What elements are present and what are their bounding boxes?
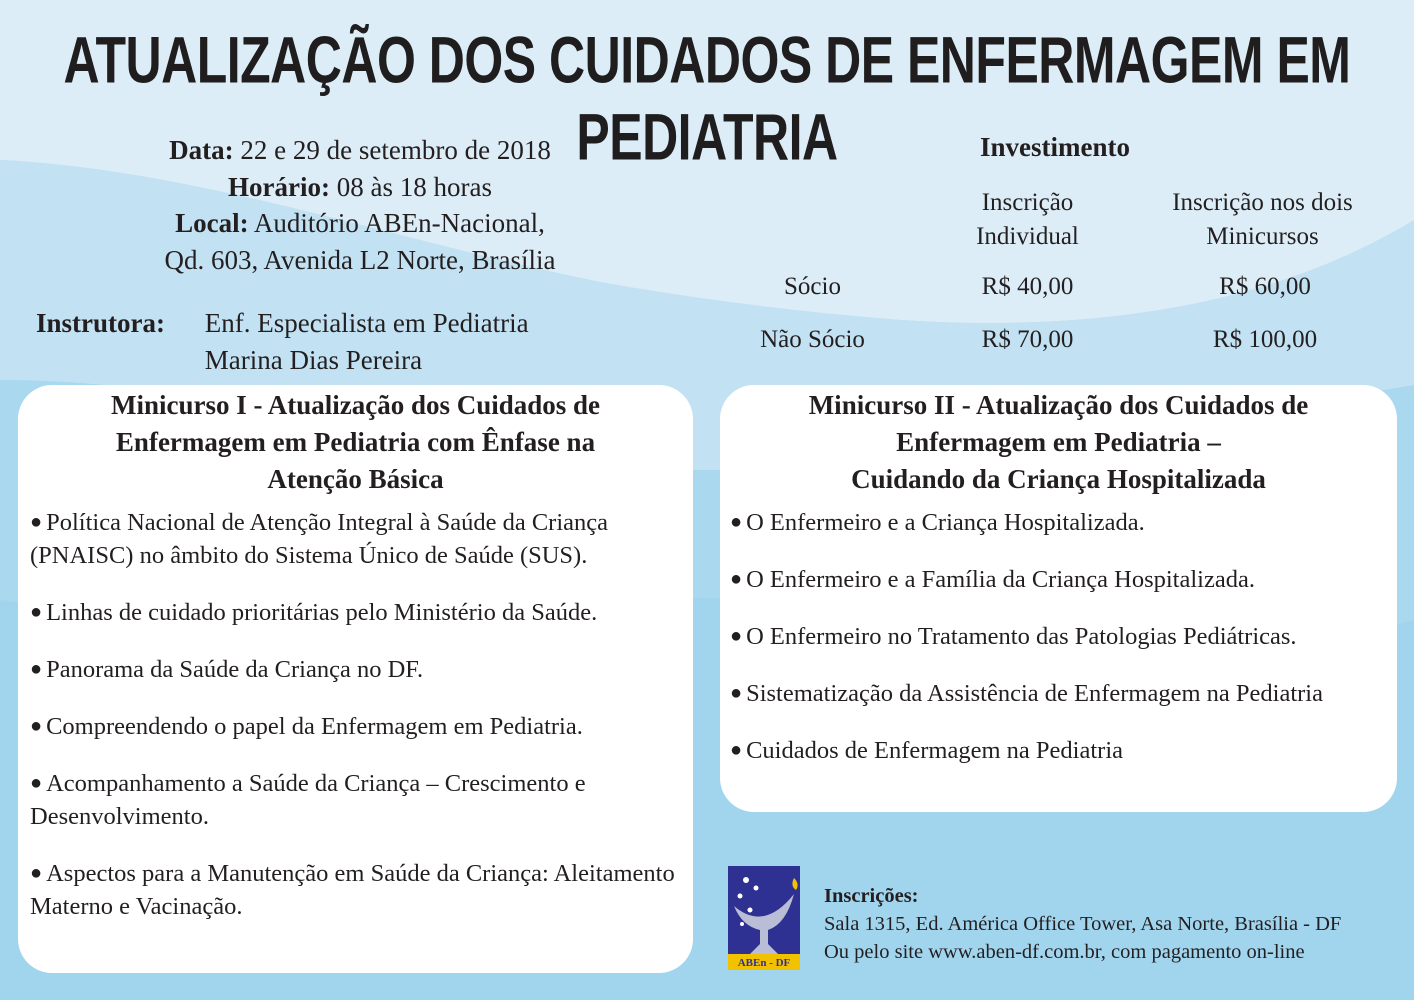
list-item: ● O Enfermeiro e a Criança Hospitalizada. <box>730 509 1145 536</box>
bullet-icon: ● <box>730 682 743 704</box>
investment-col-both: Inscrição nos dois Minicursos <box>1172 189 1353 250</box>
event-date: Data: 22 e 29 de setembro de 2018 <box>169 135 551 165</box>
list-item: ● Aspectos para a Manutenção em Saúde da Criança: Aleitamento Materno e Vacinação. <box>30 860 675 920</box>
logo-text: ABEn - DF <box>737 957 791 969</box>
list-item: ● Acompanhamento a Saúde da Criança – Crescimento e Desenvolvimento. <box>30 770 586 830</box>
star-icon <box>740 922 744 926</box>
investment-price: R$ 100,00 <box>1212 326 1318 353</box>
investment-row-label: Sócio <box>784 273 841 300</box>
star-icon <box>743 877 749 883</box>
list-item: ● Sistematização da Assistência de Enfermagem na Pediatria <box>730 680 1323 707</box>
minicurso-1-card <box>18 385 693 973</box>
star-icon <box>754 886 759 891</box>
registration-website[interactable]: Ou pelo site www.aben-df.com.br, com pagamento on-line <box>824 941 1305 963</box>
minicurso-1-title: Minicurso I - Atualização dos Cuidados de Enfermagem em Pediatria com Ênfase na Atenção Básica <box>110 390 601 494</box>
investment-price: R$ 40,00 <box>981 273 1074 300</box>
investment-title: Investimento <box>980 132 1130 162</box>
minicurso-2-card <box>720 385 1397 812</box>
minicurso-2-title: Minicurso II - Atualização dos Cuidados de Enfermagem em Pediatria – Cuidando da Criança Hospitalizada <box>808 390 1309 494</box>
bullet-icon: ● <box>730 625 743 647</box>
aben-df-logo <box>728 866 800 970</box>
bullet-icon: ● <box>730 511 743 533</box>
list-item: ● Panorama da Saúde da Criança no DF. <box>30 656 424 683</box>
investment-row-label: Não Sócio <box>760 326 865 353</box>
bullet-icon: ● <box>730 568 743 590</box>
event-address: Qd. 603, Avenida L2 Norte, Brasília <box>164 244 556 275</box>
registration-info <box>824 882 1341 966</box>
list-item: ● Política Nacional de Atenção Integral à Saúde da Criança (PNAISC) no âmbito do Sistema Único de Saúde (SUS). <box>30 509 609 569</box>
bullet-icon: ● <box>30 772 43 794</box>
investment-price: R$ 60,00 <box>1219 273 1311 300</box>
event-place: Local: Auditório ABEn-Nacional, <box>175 208 545 238</box>
bullet-icon: ● <box>730 739 743 761</box>
instructor-name: Marina Dias Pereira <box>204 344 423 375</box>
list-item: ● Cuidados de Enfermagem na Pediatria <box>730 737 1123 764</box>
list-item: ● O Enfermeiro no Tratamento das Patologias Pediátricas. <box>730 623 1297 650</box>
list-item: ● O Enfermeiro e a Família da Criança Hospitalizada. <box>730 566 1255 593</box>
bullet-icon: ● <box>30 862 43 884</box>
bullet-icon: ● <box>30 715 43 737</box>
star-icon <box>748 908 753 913</box>
bullet-icon: ● <box>30 511 43 533</box>
event-time: Horário: 08 às 18 horas <box>228 171 492 202</box>
minicurso-2-list <box>730 506 1387 767</box>
registration-address: Sala 1315, Ed. América Office Tower, Asa Norte, Brasília - DF <box>824 913 1342 935</box>
page-title: ATUALIZAÇÃO DOS CUIDADOS DE ENFERMAGEM EM PEDIATRIA <box>63 23 1351 174</box>
investment-price: R$ 70,00 <box>981 326 1074 353</box>
list-item: ● Compreendendo o papel da Enfermagem em Pediatria. <box>30 713 583 740</box>
instructor-title: Enf. Especialista em Pediatria <box>204 308 529 338</box>
instructor-label: Instrutora: <box>36 308 165 338</box>
registration-label: Inscrições: <box>824 885 919 907</box>
bullet-icon: ● <box>30 601 43 623</box>
star-icon <box>738 894 743 899</box>
minicurso-1-list <box>30 506 681 923</box>
bullet-icon: ● <box>30 658 43 680</box>
instructor <box>36 305 529 378</box>
investment-col-individual: Inscrição Individual <box>976 189 1079 250</box>
list-item: ● Linhas de cuidado prioritárias pelo Ministério da Saúde. <box>30 599 598 626</box>
